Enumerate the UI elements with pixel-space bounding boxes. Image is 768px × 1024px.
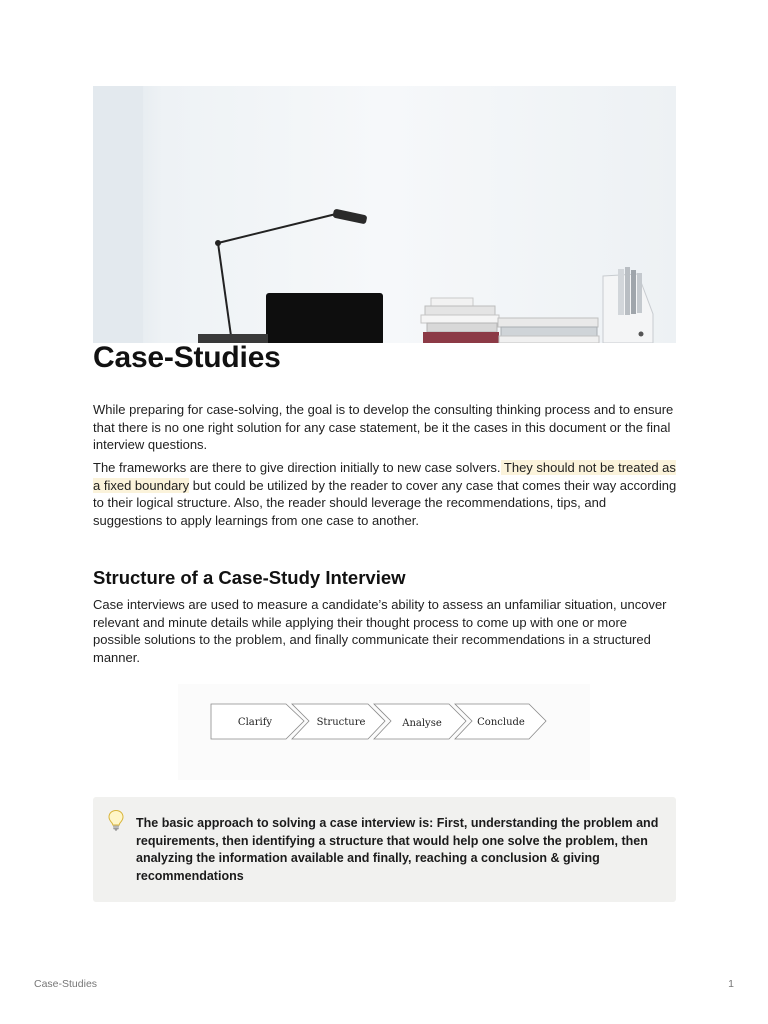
process-step-label: Clarify	[237, 717, 273, 728]
process-diagram	[178, 684, 590, 780]
page-number: 1	[728, 978, 734, 990]
process-step-clarify	[211, 704, 304, 739]
callout-box	[93, 797, 676, 902]
footer-document-title: Case-Studies	[34, 978, 98, 990]
process-step-conclude	[455, 704, 546, 739]
process-step-label: Structure	[316, 717, 366, 728]
callout-text: The basic approach to solving a case interview is: First, understanding the problem and requirements, then identifying a structure that would help one solve the problem, then analyzing the information available and finally, reaching a conclusion & giving recommendations	[136, 816, 659, 883]
section-heading: Structure of a Case-Study Interview	[93, 567, 406, 588]
desk-photo	[93, 86, 676, 343]
process-step-label: Conclude	[477, 717, 525, 728]
lightbulb-icon	[107, 809, 125, 836]
laptop	[266, 293, 383, 343]
intro-paragraph-2	[93, 459, 677, 529]
intro-paragraph-1: While preparing for case-solving, the goal is to develop the consulting thinking process and to ensure that there is no one right solution for any case statement, be it the cases in this document or the final interview questions.	[93, 402, 674, 452]
process-step-analyse	[374, 704, 466, 739]
highlighted-text: They should not be treated as a fixed boundary	[93, 460, 676, 493]
section-paragraph: Case interviews are used to measure a candidate’s ability to assess an unfamiliar situation, uncover relevant and minute details while applying their thought process to come up with one or more possible solutions to the problem, and finally communicate their recommendations in a structured manner.	[93, 597, 667, 665]
page-title: Case-Studies	[93, 341, 281, 374]
process-step-label: Analyse	[402, 718, 442, 729]
cover-image	[93, 86, 676, 343]
process-step-structure	[292, 704, 385, 739]
intro-paragraph-2-end: but could be utilized by the reader to cover any case that comes their way according to their logical structure. Also, the reader should leverage the recommendations, tips, and suggestions to apply learnings from one case to another.	[93, 477, 677, 528]
intro-paragraph-2-start: The frameworks are there to give direction initially to new case solvers.	[93, 460, 501, 475]
